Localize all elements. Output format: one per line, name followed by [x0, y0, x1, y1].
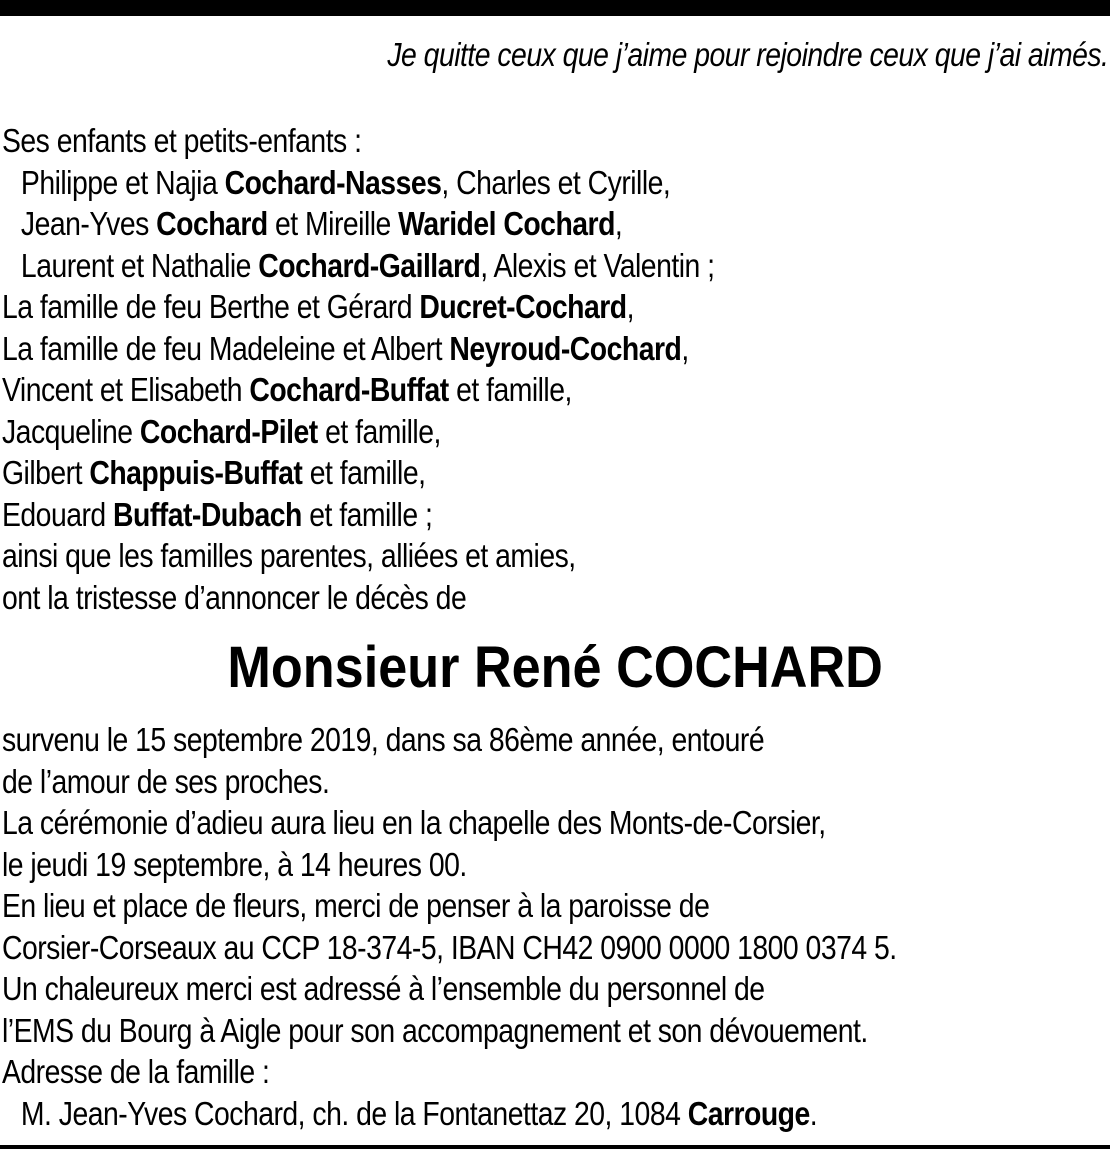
bottom-rule	[0, 1145, 1110, 1149]
thanks-line: l’EMS du Bourg à Aigle pour son accompagnement et son dévouement.	[2, 1011, 868, 1049]
address-town: Carrouge	[687, 1094, 810, 1132]
family-surname: Ducret-Cochard	[419, 288, 627, 325]
family-line: La famille de feu Berthe et Gérard Ducret-Cochard,	[2, 288, 634, 325]
deceased-name: Monsieur René COCHARD	[227, 635, 883, 700]
family-line: Jean-Yves Cochard et Mireille Waridel Cochard,	[20, 205, 623, 242]
family-announcement	[2, 120, 715, 618]
family-line: Gilbert Chappuis-Buffat et famille,	[2, 454, 426, 491]
family-surname: Waridel Cochard	[398, 205, 615, 242]
family-line: Jacqueline Cochard-Pilet et famille,	[2, 412, 441, 450]
family-surname: Cochard-Nasses	[224, 163, 442, 201]
family-line: ainsi que les familles parentes, alliées et amies,	[2, 537, 576, 574]
family-line: Edouard Buffat-Dubach et famille ;	[2, 495, 433, 533]
ceremony-date: le jeudi 19 septembre, à 14 heures 00.	[2, 845, 467, 883]
family-address: M. Jean-Yves Cochard, ch. de la Fontanettaz 20, 1084 Carrouge.	[20, 1094, 818, 1132]
family-surname: Cochard-Gaillard	[258, 246, 481, 284]
family-surname: Cochard	[156, 205, 268, 242]
donation-account: Corsier-Corseaux au CCP 18-374-5, IBAN CH42 0900 0000 1800 0374 5.	[2, 928, 897, 966]
donation-line: En lieu et place de fleurs, merci de penser à la paroisse de	[2, 887, 710, 924]
top-rule	[0, 0, 1110, 16]
family-surname: Cochard-Buffat	[249, 371, 449, 408]
details-line: survenu le 15 septembre 2019, dans sa 86ème année, entouré	[2, 721, 765, 758]
family-surname: Neyroud-Cochard	[449, 329, 682, 367]
obituary-details	[2, 719, 897, 1134]
family-surname: Cochard-Pilet	[139, 412, 318, 450]
address-label: Adresse de la famille :	[2, 1053, 270, 1090]
family-surname: Buffat-Dubach	[113, 495, 302, 533]
family-line: Laurent et Nathalie Cochard-Gaillard, Alexis et Valentin ;	[20, 246, 715, 284]
family-line: Vincent et Elisabeth Cochard-Buffat et famille,	[2, 371, 572, 408]
epigraph: Je quitte ceux que j’aime pour rejoindre ceux que j’ai aimés.	[386, 36, 1108, 73]
family-surname: Chappuis-Buffat	[89, 454, 303, 491]
thanks-line: Un chaleureux merci est adressé à l’ensemble du personnel de	[2, 970, 765, 1007]
announcement-line: ont la tristesse d’annoncer le décès de	[2, 578, 467, 616]
family-intro: Ses enfants et petits-enfants :	[2, 122, 362, 159]
family-line: Philippe et Najia Cochard-Nasses, Charles et Cyrille,	[20, 163, 671, 201]
family-line: La famille de feu Madeleine et Albert Neyroud-Cochard,	[2, 329, 689, 367]
ceremony-line: La cérémonie d’adieu aura lieu en la chapelle des Monts-de-Corsier,	[2, 804, 826, 841]
details-line: de l’amour de ses proches.	[2, 762, 330, 800]
